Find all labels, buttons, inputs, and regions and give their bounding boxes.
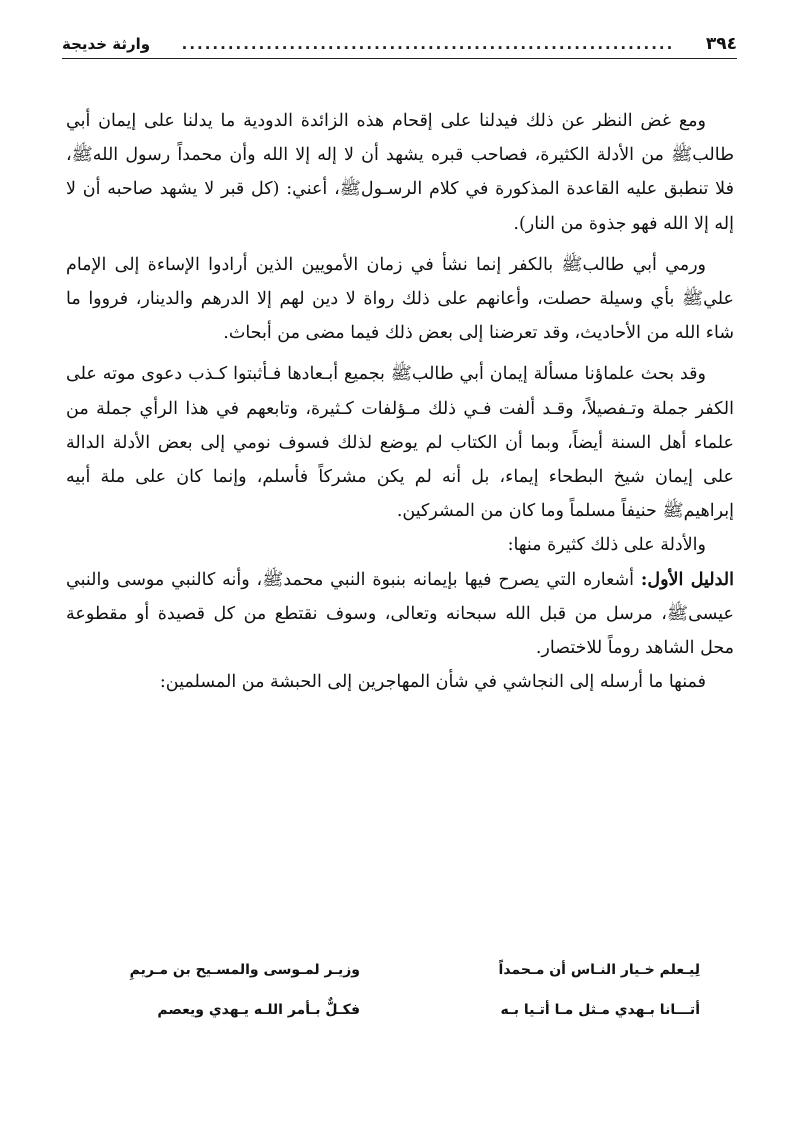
poem-hemistich-first: أتـــانا بـهدي مـثل مـا أتـيا بـه: [500, 1002, 700, 1018]
running-title: وارثة خديجة: [62, 35, 151, 53]
evidence-text: أشعاره التي يصرح فيها بإيمانه بنبوة النبي محمدﷺ، وأنه كالنبي موسى والنبي عيسىﷺ، مرسل من قبل الله سبحانه وتعالى، وسوف نقتطع من كل قصيدة أو مقطوعة محل الشاهد روماً للاختصار.: [66, 569, 734, 659]
paragraph-3: وقد بحث علماؤنا مسألة إيمان أبي طالبﷺ بجميع أبـعادها فـأثبتوا كـذب دعوى موته على الكفر جملة وتـفصيلاً، وقـد ألفت فـي ذلك مـؤلفات كـثيرة، وتابعهم في هذا الرأي جملة من علماء أهل السنة أيضاً، وبما أن الكتاب لم يوضع لذلك فسوف نومي إلى بعض الأدلة الدالة على إيمان شيخ البطحاء إيماء، بل أنه لم يكن مشركاً فأسلم، وإنما كان على ملة أبيه إبراهيمﷺ حنيفاً مسلماً وما كان من المشركين.: [66, 364, 734, 522]
poem-verse: [100, 998, 700, 1038]
page-number: ٣٩٤: [705, 34, 737, 54]
poem-intro: فمنها ما أرسله إلى النجاشي في شأن المهاجرين إلى الحبشة من المسلمين:: [159, 672, 706, 693]
paragraph-4: والأدلة على ذلك كثيرة منها:: [507, 535, 706, 556]
poem-hemistich-second: فكـلٌّ بـأمر اللـه يـهدي ويعصم: [157, 1002, 360, 1018]
header-leader-dots: ................................................................: [181, 35, 675, 53]
poem-hemistich-second: وزيـر لمـوسى والمسـيح بن مـريمِ: [129, 962, 360, 978]
poem-verse: [100, 958, 700, 998]
paragraph-1: ومع غض النظر عن ذلك فيدلنا على إقحام هذه الزائدة الدودية ما يدلنا على إيمان أبي طالبﷺ من الأدلة الكثيرة، فصاحب قبره يشهد أن لا إله إلا الله وأن محمداً رسول اللهﷺ، فلا تنطبق عليه القاعدة المذكورة في كلام الرسـولﷺ، أعني: (كل قبر لا يشهد صاحبه أن لا إله إلا الله فهو جذوة من النار).: [66, 111, 734, 234]
body-text: [66, 104, 734, 699]
evidence-paragraph: [66, 563, 734, 666]
page-header: [62, 30, 737, 59]
paragraph-2: ورمي أبي طالبﷺ بالكفر إنما نشأ في زمان الأمويين الذين أرادوا الإساءة إلى الإمام عليﷺ بأي وسيلة حصلت، وأعانهم على ذلك رواة لا دين لهم إلا الدرهم والدينار، فرووا ما شاء الله من الأحاديث، وقد تعرضنا إلى بعض ذلك فيما مضى من أبحاث.: [66, 254, 734, 344]
evidence-label: الدليل الأول:: [640, 569, 734, 590]
poem: [100, 958, 700, 1038]
poem-hemistich-first: لِيـعلم خـيار النـاس أن مـحمداً: [498, 962, 700, 978]
